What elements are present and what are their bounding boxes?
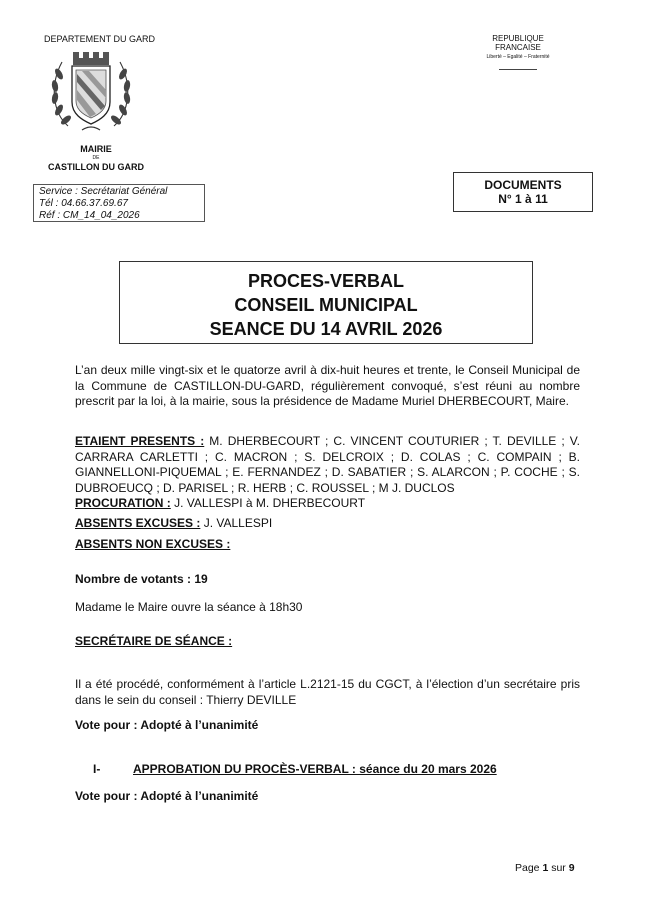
procuration-text: J. VALLESPI à M. DHERBECOURT: [170, 496, 366, 510]
page-middle: sur: [548, 862, 569, 874]
documents-box: [453, 172, 593, 212]
title-line-3: SEANCE DU 14 AVRIL 2026: [209, 319, 443, 339]
absents-excuses-line: [75, 516, 580, 532]
republic-label: REPUBLIQUE FRANCAISE: [492, 34, 544, 52]
secretaire-vote: Vote pour : Adopté à l’unanimité: [75, 718, 259, 732]
coat-of-arms-icon: [46, 44, 136, 136]
documents-label: DOCUMENTS: [484, 178, 562, 192]
procuration-line: [75, 496, 580, 512]
town-label: CASTILLON DU GARD: [48, 162, 144, 172]
department-label: DEPARTEMENT DU GARD: [44, 34, 156, 44]
title-line-1: PROCES-VERBAL: [247, 271, 404, 291]
republic-header: [472, 34, 564, 70]
mairie-block: [40, 144, 152, 173]
documents-range: N° 1 à 11: [498, 192, 548, 206]
page-prefix: Page: [515, 862, 543, 874]
ref-line: Réf : CM_14_04_2026: [39, 210, 140, 221]
republic-divider: [499, 69, 537, 70]
service-line: Service : Secrétariat Général: [39, 186, 168, 197]
republic-motto: Liberté – Egalité – Fraternité: [486, 54, 550, 60]
presents-list: M. DHERBECOURT ; C. VINCENT COUTURIER ; T. DEVILLE ; V. CARRARA CARLETTI ; C. MACRON ; S. DELCROIX ; D. COLAS ; C. COMPAIN ; B. GIANNELLONI-PIQUEMAL ; E. FERNANDEZ ; D. SABATIER ; S. ALARCON ; P. COCHE ; S. DUBROEUCQ ; D. PARISEL ; R. HERB ; C. ROUSSEL ; M J. DUCLOS: [75, 434, 580, 495]
page-number: [515, 862, 575, 874]
section-number: I-: [93, 762, 101, 776]
tel-line: Tél : 04.66.37.69.67: [39, 198, 128, 209]
absents-excuses-label: ABSENTS EXCUSES :: [75, 516, 201, 530]
title-box: [119, 261, 533, 344]
presents-paragraph: [75, 434, 580, 496]
absents-excuses-text: J. VALLESPI: [200, 516, 273, 530]
page-current: 1: [542, 862, 549, 874]
secretaire-heading: SECRÉTAIRE DE SÉANCE :: [75, 634, 233, 648]
mairie-label: MAIRIE: [80, 144, 112, 154]
votants-count: Nombre de votants : 19: [75, 572, 208, 586]
page-total: 9: [568, 862, 575, 874]
title-line-2: CONSEIL MUNICIPAL: [234, 295, 418, 315]
procuration-label: PROCURATION :: [75, 496, 171, 510]
secretaire-text: Il a été procédé, conformément à l’article L.2121-15 du CGCT, à l’élection d’un secrétaire pris dans le sein du conseil : Thierry DEVILLE: [75, 677, 580, 707]
absents-non-excuses-label: ABSENTS NON EXCUSES :: [75, 537, 231, 551]
intro-paragraph: L’an deux mille vingt-six et le quatorze avril à dix-huit heures et trente, le Conseil Municipal de la Commune de CASTILLON-DU-GARD, régulièrement convoqué, s’est réuni au nombre prescrit par la loi, à la mairie, sous la présidence de Madame Muriel DHERBECOURT, Maire.: [75, 363, 580, 408]
mairie-de-label: DE: [92, 155, 100, 161]
section-title: APPROBATION DU PROCÈS-VERBAL : séance du 20 mars 2026: [133, 762, 497, 776]
presents-label: ETAIENT PRESENTS :: [75, 434, 205, 448]
ouverture-line: Madame le Maire ouvre la séance à 18h30: [75, 600, 303, 614]
section-vote: Vote pour : Adopté à l’unanimité: [75, 789, 259, 803]
absents-non-excuses-line: [75, 537, 580, 553]
service-box: [33, 184, 205, 222]
